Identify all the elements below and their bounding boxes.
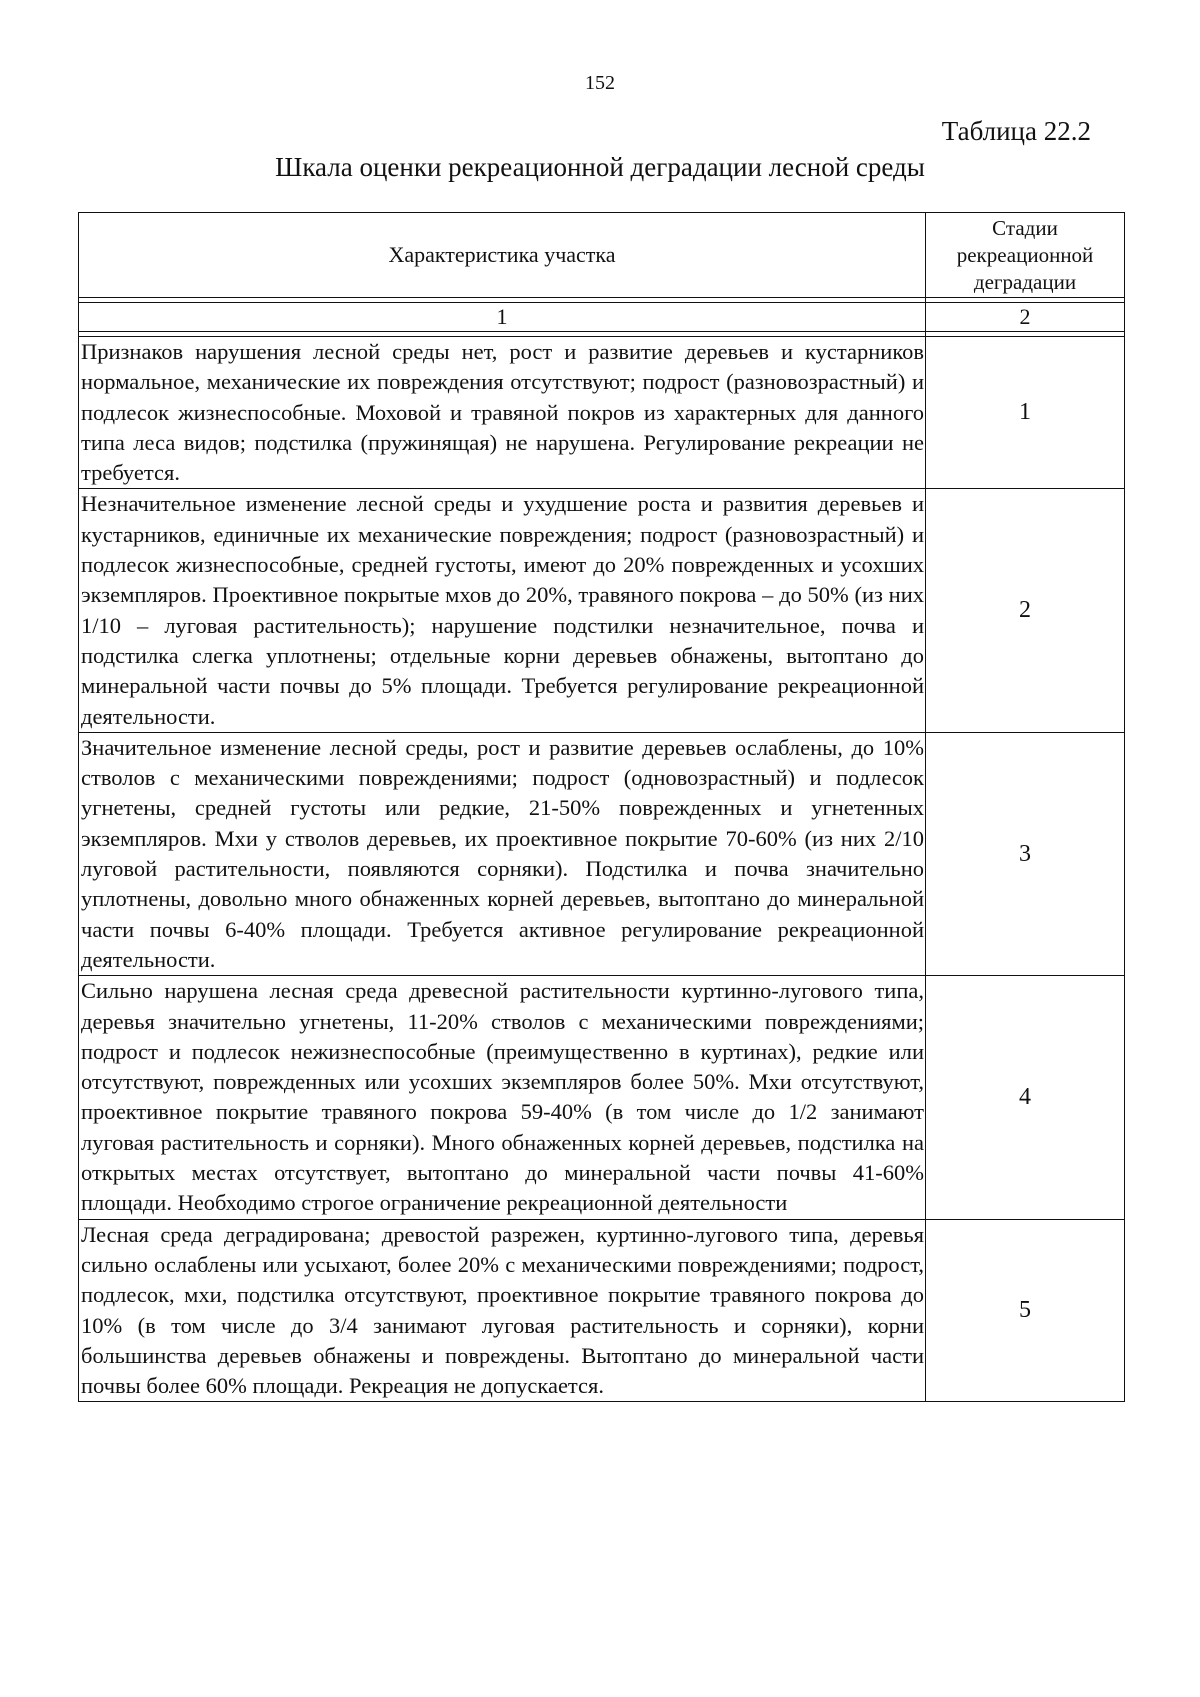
column-number-2: 2 xyxy=(926,303,1125,332)
row-description: Сильно нарушена лесная среда древесной растительности куртинно-лугового типа, деревья значительно угнетены, 11-20% стволов с механическими повреждениями; подрост и подлесок нежизнеспособные (преимущественно в куртинах), редкие или отсутствуют, поврежденных или усохших экземпляров более 50%. Мхи отсутствуют, проективное покрытие травяного покрова 59-40% (в том числе до 1/2 занимают луговая растительность и сорняки). Много обнаженных корней деревьев, подстилка на открытых местах отсутствует, вытоптано до минеральной части почвы 41-60% площади. Необходимо строгое ограничение рекреационной деятельности xyxy=(79,976,926,1219)
table-row xyxy=(79,976,1125,1219)
table-row xyxy=(79,1219,1125,1402)
column-number-row xyxy=(79,303,1125,332)
table-row xyxy=(79,489,1125,732)
row-stage: 1 xyxy=(926,337,1125,489)
header-characteristic: Характеристика участка xyxy=(79,213,926,298)
row-stage: 3 xyxy=(926,732,1125,975)
table-title: Шкала оценки рекреационной деградации лесной среды xyxy=(275,152,925,182)
row-stage: 4 xyxy=(926,976,1125,1219)
degradation-table xyxy=(78,212,1125,1402)
table-label: Таблица 22.2 xyxy=(941,116,1091,146)
row-stage: 2 xyxy=(926,489,1125,732)
header-row xyxy=(79,213,1125,298)
table-row xyxy=(79,732,1125,975)
row-description: Признаков нарушения лесной среды нет, рост и развитие деревьев и кустарников нормальное, механические их повреждения отсутствуют; подрост (разновозрастный) и подлесок жизнеспособные. Моховой и травяной покров из характерных для данного типа леса видов; подстилка (пружинящая) не нарушена. Регулирование рекреации не требуется. xyxy=(79,337,926,489)
header-stage: Стадии рекреационной деградации xyxy=(926,213,1125,298)
page-number: 152 xyxy=(585,72,615,94)
row-description: Лесная среда деградирована; древостой разрежен, куртинно-лугового типа, деревья сильно ослаблены или усыхают, более 20% с механическими повреждениями; подрост, подлесок, мхи, подстилка отсутствуют, проективное покрытие травяного покрова до 10% (в том числе до 3/4 занимают луговая растительность и сорняки), корни большинства деревьев обнажены и повреждены. Вытоптано до минеральной части почвы более 60% площади. Рекреация не допускается. xyxy=(79,1219,926,1402)
row-stage: 5 xyxy=(926,1219,1125,1402)
row-description: Незначительное изменение лесной среды и ухудшение роста и развития деревьев и кустарников, единичные их механические повреждения; подрост (разновозрастный) и подлесок жизнеспособные, средней густоты, имеют до 20% поврежденных и усохших экземпляров. Проективное покрытые мхов до 20%, травяного покрова – до 50% (из них 1/10 – луговая растительность); нарушение подстилки незначительное, почва и подстилка слегка уплотнены; отдельные корни деревьев обнажены, вытоптано до минеральной части почвы до 5% площади. Требуется регулирование рекреационной деятельности. xyxy=(79,489,926,732)
row-description: Значительное изменение лесной среды, рост и развитие деревьев ослаблены, до 10% стволов с механическими повреждениями; подрост (одновозрастный) и подлесок угнетены, средней густоты или редкие, 21-50% поврежденных и угнетенных экземпляров. Мхи у стволов деревьев, их проективное покрытие 70-60% (из них 2/10 луговой растительности, появляются сорняки). Подстилка и почва значительно уплотнены, довольно много обнаженных корней деревьев, вытоптано до минеральной части почвы 6-40% площади. Требуется активное регулирование рекреационной деятельности. xyxy=(79,732,926,975)
table-row xyxy=(79,337,1125,489)
column-number-1: 1 xyxy=(79,303,926,332)
